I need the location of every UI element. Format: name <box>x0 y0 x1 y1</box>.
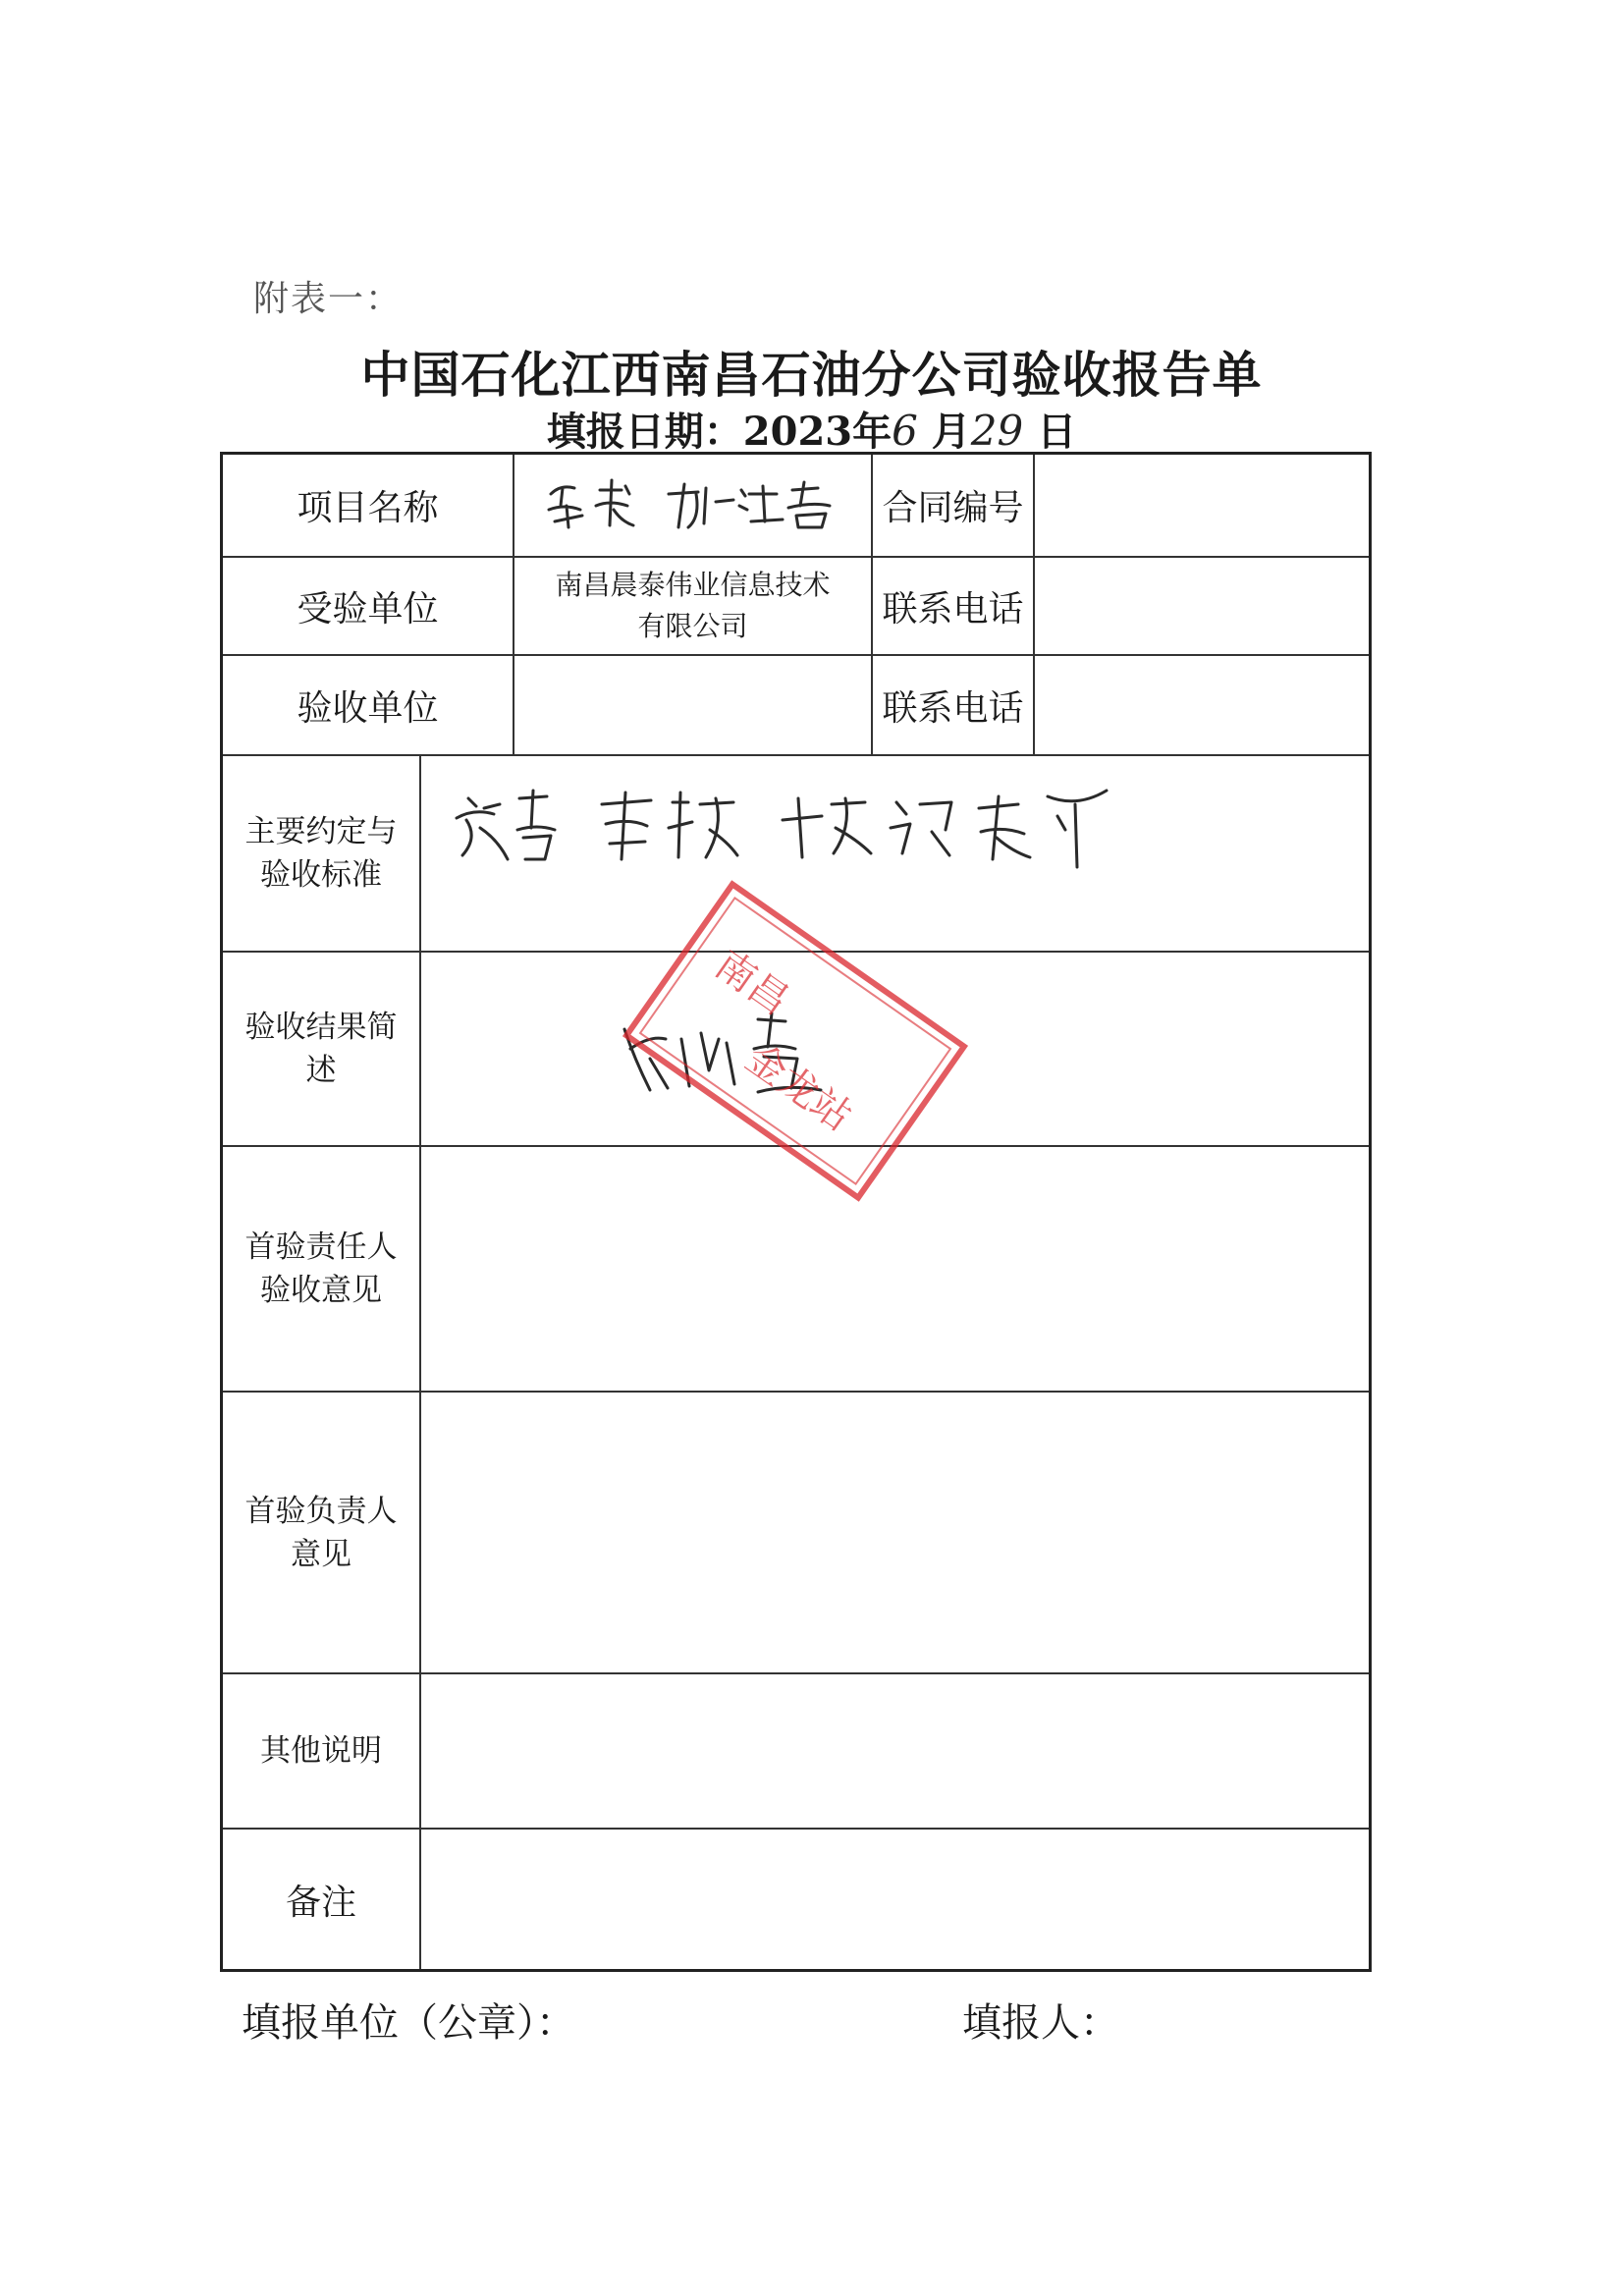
fill-date-year-unit: 年 <box>852 409 893 455</box>
accepted-unit-label: 受验单位 <box>297 588 439 629</box>
annex-label: 附表一： <box>253 279 404 319</box>
fill-date-month-unit: 月 <box>931 409 971 455</box>
acceptance-table <box>220 452 1372 1972</box>
contract-no-value[interactable] <box>1035 455 1369 556</box>
other-label: 其他说明 <box>260 1733 382 1769</box>
first-head-value[interactable] <box>421 1393 1369 1672</box>
handwritten-standards <box>429 769 1116 887</box>
other-value[interactable] <box>421 1674 1369 1828</box>
contract-no-label: 合同编号 <box>882 488 1024 528</box>
first-resp-label <box>223 1147 419 1391</box>
fill-date-month: 6 <box>892 407 918 455</box>
standards-value <box>429 769 1116 887</box>
result-label-line2: 述 <box>305 1053 337 1088</box>
page-title: 中国石化江西南昌石油分公司验收报告单 <box>360 347 1263 404</box>
svg-text:金龙站: 金龙站 <box>737 1035 860 1140</box>
first-head-label-line1: 首验负责人 <box>244 1493 398 1529</box>
project-name-label: 项目名称 <box>297 488 439 528</box>
footer-unit-label: 填报单位（公章）： <box>242 2000 575 2046</box>
phone-value-1[interactable] <box>1035 558 1369 654</box>
first-resp-label-line2: 验收意见 <box>260 1273 382 1308</box>
result-label-line1: 验收结果简 <box>244 1010 398 1045</box>
fill-date-year: 2023 <box>742 409 853 455</box>
fill-date-day: 29 <box>970 407 1024 455</box>
fill-date-line <box>0 401 1623 457</box>
first-head-label-line2: 意见 <box>291 1536 352 1572</box>
remark-value[interactable] <box>421 1830 1369 1969</box>
phone-label-1: 联系电话 <box>882 588 1024 629</box>
acceptance-unit-label: 验收单位 <box>297 687 439 729</box>
svg-text:南昌: 南昌 <box>706 942 797 1024</box>
phone-label-2: 联系电话 <box>882 687 1024 729</box>
handwritten-project-name <box>531 466 855 545</box>
first-head-label <box>223 1393 419 1672</box>
project-name-value <box>514 455 871 556</box>
remark-label: 备注 <box>285 1882 356 1923</box>
accepted-unit-value <box>514 558 871 654</box>
accepted-unit-line2: 有限公司 <box>637 610 748 642</box>
phone-value-2[interactable] <box>1035 656 1369 754</box>
result-label <box>223 953 419 1145</box>
footer-person-label: 填报人： <box>962 2000 1119 2046</box>
fill-date-day-unit: 日 <box>1037 409 1077 455</box>
standards-label-line1: 主要约定与 <box>244 814 398 849</box>
accepted-unit-line1: 南昌晨泰伟业信息技术 <box>555 569 831 601</box>
first-resp-value[interactable] <box>421 1147 1369 1391</box>
fill-date-label: 填报日期： <box>546 409 743 455</box>
acceptance-unit-value[interactable] <box>514 656 871 754</box>
standards-label-line2: 验收标准 <box>260 857 382 893</box>
standards-label <box>223 756 419 951</box>
first-resp-label-line1: 首验责任人 <box>244 1230 398 1265</box>
